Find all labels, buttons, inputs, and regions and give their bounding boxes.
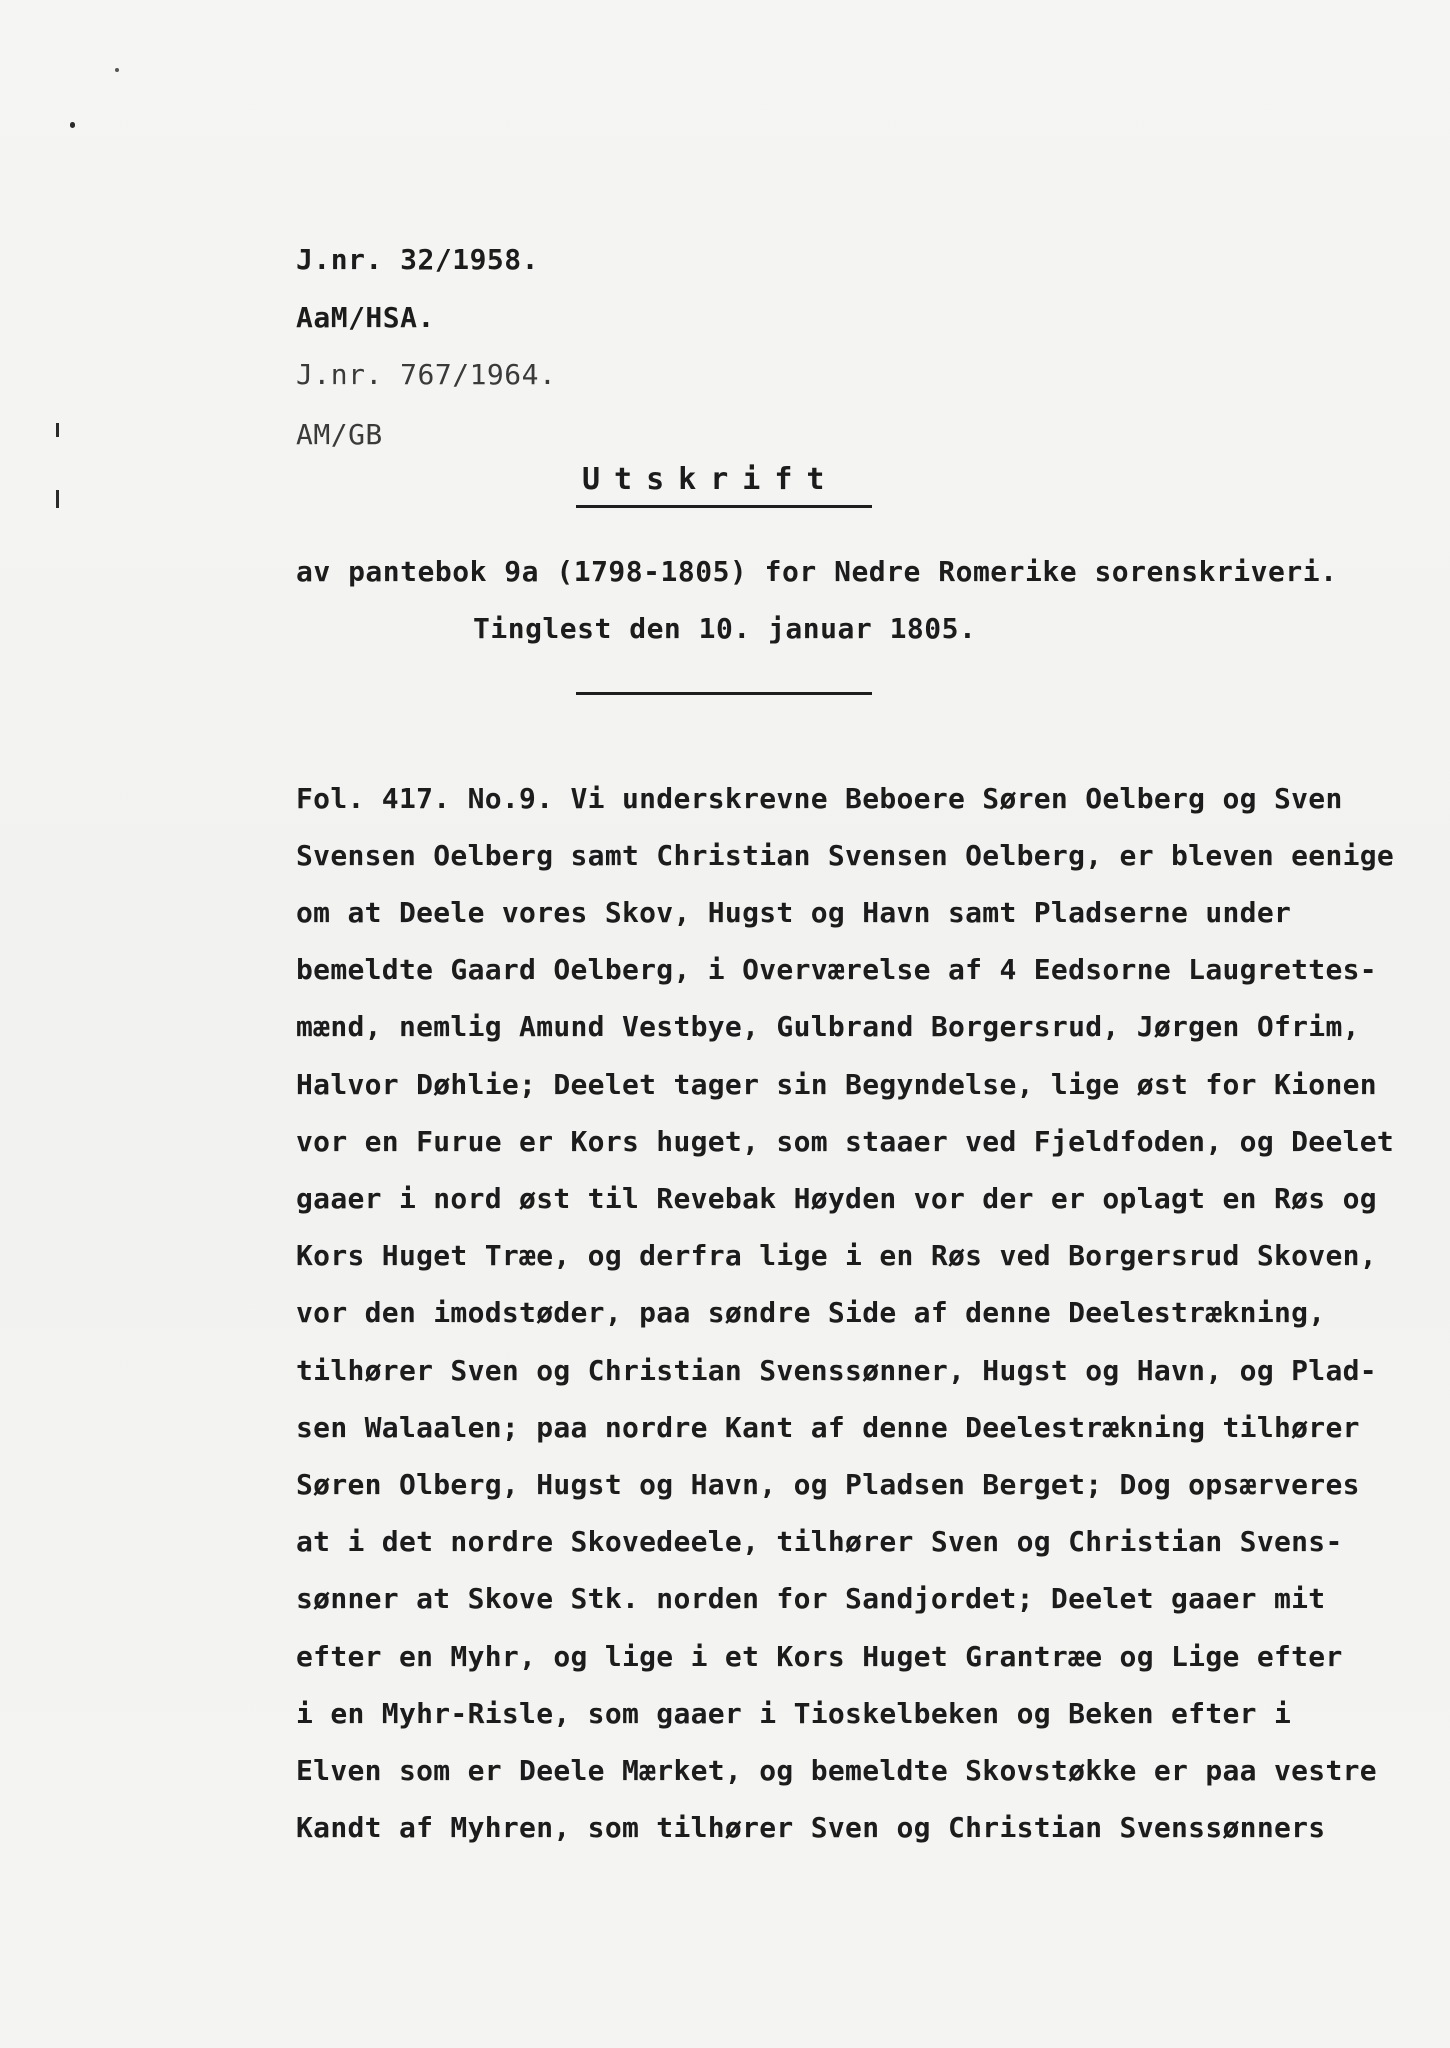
journal-ref-2: J.nr. 767/1964. bbox=[296, 358, 557, 391]
body-line: Svensen Oelberg samt Christian Svensen Oelberg, er bleven eenige bbox=[296, 839, 1395, 872]
subtitle-registered: Tinglest den 10. januar 1805. bbox=[473, 612, 977, 645]
journal-ref-1: J.nr. 32/1958. bbox=[296, 243, 540, 276]
body-line: Kors Huget Træe, og derfra lige i en Røs ved Borgersrud Skoven, bbox=[296, 1239, 1377, 1272]
subtitle-source: av pantebok 9a (1798-1805) for Nedre Romerike sorenskriveri. bbox=[296, 555, 1338, 588]
body-line: Kandt af Myhren, som tilhører Sven og Christian Svenssønners bbox=[296, 1811, 1326, 1844]
body-line: Elven som er Deele Mærket, og bemeldte Skovstøkke er paa vestre bbox=[296, 1754, 1377, 1787]
body-line: i en Myhr-Risle, som gaaer i Tioskelbeken og Beken efter i bbox=[296, 1697, 1292, 1730]
title-underline bbox=[576, 505, 872, 508]
body-line: sen Walaalen; paa nordre Kant af denne Deelestrækning tilhører bbox=[296, 1411, 1360, 1444]
body-line: vor en Furue er Kors huget, som staaer ved Fjeldfoden, og Deelet bbox=[296, 1125, 1395, 1158]
scan-speck bbox=[70, 122, 75, 128]
body-line: efter en Myhr, og lige i et Kors Huget Grantræe og Lige efter bbox=[296, 1640, 1343, 1673]
body-line: bemeldte Gaard Oelberg, i Overværelse af 4 Eedsorne Laugrettes- bbox=[296, 953, 1377, 986]
body-line: mænd, nemlig Amund Vestbye, Gulbrand Borgersrud, Jørgen Ofrim, bbox=[296, 1010, 1360, 1043]
body-line: at i det nordre Skovedeele, tilhører Sven og Christian Svens- bbox=[296, 1525, 1343, 1558]
scan-speck bbox=[56, 490, 59, 508]
body-line: tilhører Sven og Christian Svenssønner, Hugst og Havn, og Plad- bbox=[296, 1354, 1377, 1387]
body-line: vor den imodstøder, paa søndre Side af denne Deelestrækning, bbox=[296, 1296, 1326, 1329]
scan-speck bbox=[115, 68, 119, 72]
body-line: Fol. 417. No.9. Vi underskrevne Beboere Søren Oelberg og Sven bbox=[296, 782, 1343, 815]
scan-speck bbox=[56, 423, 59, 437]
body-line: sønner at Skove Stk. norden for Sandjordet; Deelet gaaer mit bbox=[296, 1582, 1326, 1615]
initials-2: AM/GB bbox=[296, 418, 383, 451]
body-line: gaaer i nord øst til Revebak Høyden vor der er oplagt en Røs og bbox=[296, 1182, 1377, 1215]
document-title: Utskrift bbox=[582, 462, 839, 497]
body-line: Halvor Døhlie; Deelet tager sin Begyndelse, lige øst for Kionen bbox=[296, 1068, 1377, 1101]
initials-1: AaM/HSA. bbox=[296, 301, 435, 334]
body-line: Søren Olberg, Hugst og Havn, og Pladsen Berget; Dog opsærveres bbox=[296, 1468, 1360, 1501]
section-divider bbox=[576, 692, 872, 695]
body-line: om at Deele vores Skov, Hugst og Havn samt Pladserne under bbox=[296, 896, 1292, 929]
